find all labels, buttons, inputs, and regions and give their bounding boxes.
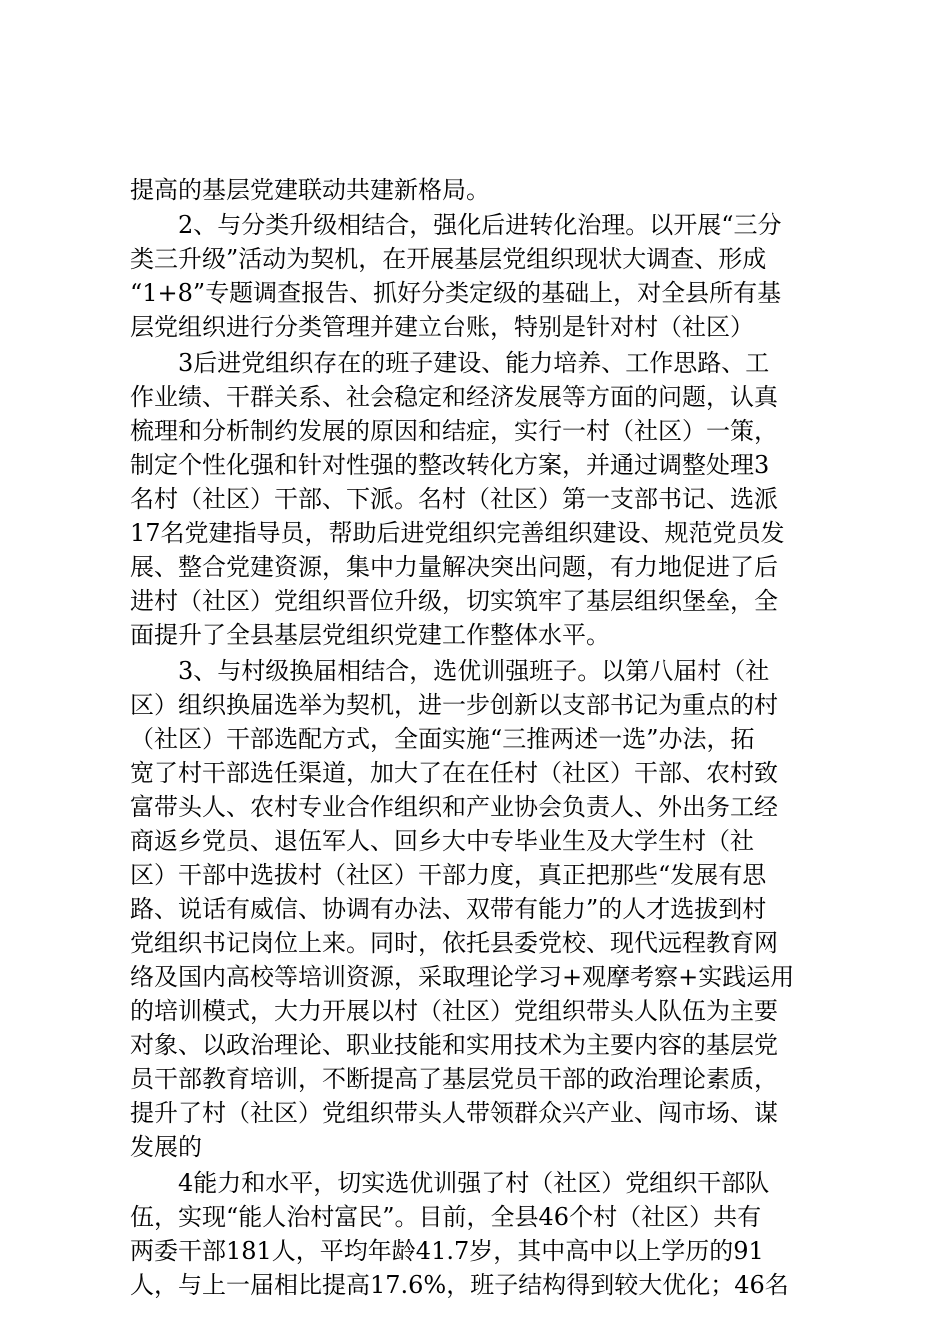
- text-line: 2、与分类升级相结合，强化后进转化治理。以开展“三分: [130, 211, 782, 239]
- text-line: 进村（社区）党组织晋位升级，切实筑牢了基层组织堡垒，全: [130, 587, 778, 615]
- text-line: 商返乡党员、退伍军人、回乡大中专毕业生及大学生村（社: [130, 827, 754, 855]
- text-line: 3、与村级换届相结合，选优训强班子。以第八届村（社: [130, 657, 770, 685]
- text-line: 人，与上一届相比提高17.6%，班子结构得到较大优化；46名: [130, 1271, 789, 1299]
- text-line: 员干部教育培训，不断提高了基层党员干部的政治理论素质，: [130, 1065, 778, 1093]
- text-line: “1+8”专题调查报告、抓好分类定级的基础上，对全县所有基: [130, 279, 782, 307]
- text-line: 17名党建指导员，帮助后进党组织完善组织建设、规范党员发: [130, 519, 785, 547]
- text-line: （社区）干部选配方式，全面实施“三推两述一选”办法，拓: [130, 725, 755, 753]
- text-line: 两委干部181人，平均年龄41.7岁，其中高中以上学历的91: [130, 1237, 764, 1265]
- text-line: 层党组织进行分类管理并建立台账，特别是针对村（社区）: [130, 313, 754, 341]
- text-line: 作业绩、干群关系、社会稳定和经济发展等方面的问题，认真: [130, 383, 778, 411]
- text-line: 路、说话有威信、协调有办法、双带有能力”的人才选拔到村: [130, 895, 767, 923]
- text-line: 提升了村（社区）党组织带头人带领群众兴产业、闯市场、谋: [130, 1099, 778, 1127]
- text-line: 提高的基层党建联动共建新格局。: [130, 176, 490, 204]
- text-line: 对象、以政治理论、职业技能和实用技术为主要内容的基层党: [130, 1031, 778, 1059]
- text-line: 类三升级”活动为契机，在开展基层党组织现状大调查、形成: [130, 245, 767, 273]
- text-line: 发展的: [130, 1133, 202, 1161]
- text-line: 络及国内高校等培训资源，采取理论学习+观摩考察+实践运用: [130, 963, 795, 991]
- text-line: 梳理和分析制约发展的原因和结症，实行一村（社区）一策，: [130, 417, 778, 445]
- text-line: 面提升了全县基层党组织党建工作整体水平。: [130, 621, 610, 649]
- text-line: 党组织书记岗位上来。同时，依托县委党校、现代远程教育网: [130, 929, 778, 957]
- text-line: 宽了村干部选任渠道，加大了在在任村（社区）干部、农村致: [130, 759, 778, 787]
- text-line: 3后进党组织存在的班子建设、能力培养、工作思路、工: [130, 349, 770, 377]
- text-line: 区）组织换届选举为契机，进一步创新以支部书记为重点的村: [130, 691, 778, 719]
- text-line: 4能力和水平，切实选优训强了村（社区）党组织干部队: [130, 1169, 770, 1197]
- text-line: 的培训模式，大力开展以村（社区）党组织带头人队伍为主要: [130, 997, 778, 1025]
- text-line: 制定个性化强和针对性强的整改转化方案，并通过调整处理3: [130, 451, 770, 479]
- text-line: 区）干部中选拔村（社区）干部力度，真正把那些“发展有思: [130, 861, 767, 889]
- text-line: 名村（社区）干部、下派。名村（社区）第一支部书记、选派: [130, 485, 778, 513]
- text-line: 伍，实现“能人治村富民”。目前，全县46个村（社区）共有: [130, 1203, 762, 1231]
- text-line: 富带头人、农村专业合作组织和产业协会负责人、外出务工经: [130, 793, 778, 821]
- text-line: 展、整合党建资源，集中力量解决突出问题，有力地促进了后: [130, 553, 778, 581]
